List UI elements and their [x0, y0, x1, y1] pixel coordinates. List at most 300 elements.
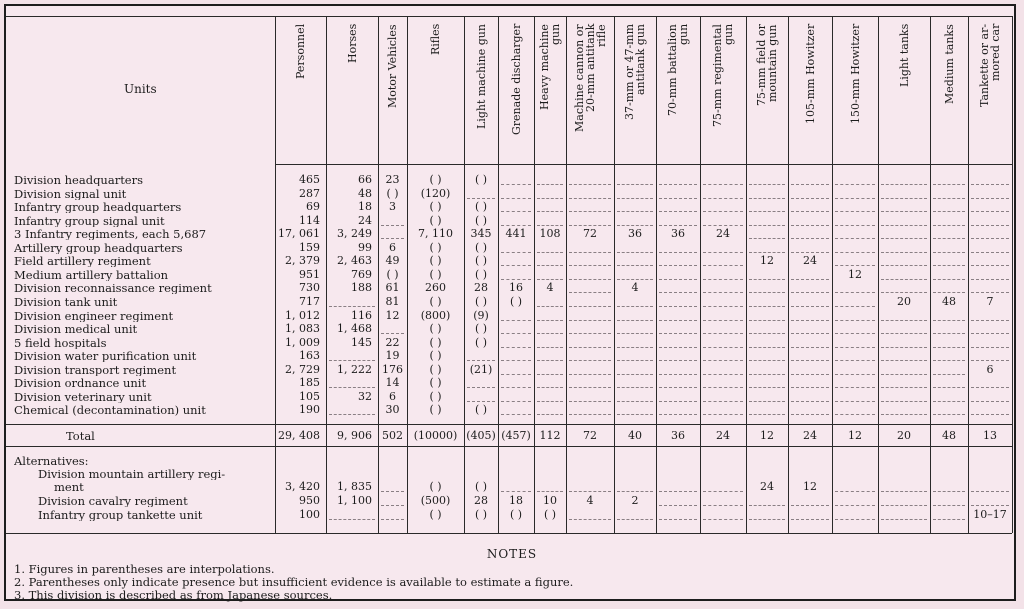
empty-cell — [703, 491, 743, 492]
empty-cell — [791, 184, 829, 185]
empty-cell — [659, 252, 697, 253]
empty-cell — [881, 519, 927, 520]
alt-cell-tankette: 10–17 — [973, 508, 1007, 521]
column-rule — [326, 16, 327, 533]
column-rule — [878, 16, 879, 533]
cell-tankette: 6 — [986, 362, 994, 376]
row-label: Division signal unit — [14, 187, 127, 200]
total-how150: 12 — [848, 429, 862, 442]
cell-motor: ( ) — [386, 267, 399, 281]
cell-personnel: 730 — [299, 281, 320, 295]
column-header-lmg: Light machine gun — [474, 24, 488, 129]
row-label: Division medical unit — [14, 323, 138, 336]
empty-cell — [933, 320, 965, 321]
empty-cell — [881, 225, 927, 226]
row-label: Chemical (decontamination) unit — [14, 404, 206, 417]
column-header-grenade: Grenade discharger — [509, 23, 523, 135]
empty-cell — [791, 374, 829, 375]
empty-cell — [617, 225, 653, 226]
cell-motor: 61 — [385, 281, 400, 295]
empty-cell — [971, 333, 1009, 334]
empty-cell — [881, 320, 927, 321]
empty-cell — [881, 374, 927, 375]
empty-cell — [881, 279, 927, 280]
empty-cell — [933, 238, 965, 239]
total-top-rule — [6, 424, 1012, 425]
total-reg75: 24 — [716, 429, 730, 442]
cell-rifles: ( ) — [429, 213, 442, 227]
empty-cell — [659, 184, 697, 185]
empty-cell — [703, 401, 743, 402]
alt-cell-rifles: ( ) — [429, 480, 442, 493]
empty-cell — [881, 414, 927, 415]
empty-cell — [835, 360, 875, 361]
empty-cell — [881, 505, 927, 506]
total-hmg: 112 — [539, 429, 561, 442]
empty-cell — [501, 360, 531, 361]
empty-cell — [467, 360, 495, 361]
empty-cell — [835, 491, 875, 492]
total-tankette: 13 — [983, 429, 997, 442]
empty-cell — [617, 360, 653, 361]
empty-cell — [835, 401, 875, 402]
empty-cell — [881, 238, 927, 239]
total-bottom-rule — [6, 446, 1012, 447]
row-label: Division headquarters — [14, 174, 144, 186]
cell-how105: 24 — [803, 254, 817, 268]
empty-cell — [703, 198, 743, 199]
cell-bn70: 36 — [671, 227, 685, 241]
empty-cell — [749, 184, 785, 185]
empty-cell — [381, 505, 404, 506]
units-header: Units — [124, 82, 157, 96]
empty-cell — [933, 225, 965, 226]
empty-cell — [881, 360, 927, 361]
empty-cell — [537, 491, 563, 492]
cell-personnel: 2, 379 — [285, 254, 320, 268]
empty-cell — [933, 333, 965, 334]
empty-cell — [569, 225, 611, 226]
empty-cell — [791, 519, 829, 520]
empty-cell — [881, 292, 927, 293]
empty-cell — [659, 374, 697, 375]
alt-cell-rifles: ( ) — [429, 508, 442, 521]
empty-cell — [659, 306, 697, 307]
cell-rifles: ( ) — [429, 254, 442, 268]
column-rule — [498, 16, 499, 533]
cell-lmg: ( ) — [474, 213, 488, 227]
total-field75: 12 — [760, 429, 774, 442]
empty-cell — [971, 414, 1009, 415]
alt-cell-at37: 2 — [631, 494, 639, 507]
cell-horses: 99 — [358, 240, 372, 254]
alt-cell-personnel: 100 — [299, 508, 320, 521]
alternative-row-label: Division cavalry regiment — [38, 495, 188, 507]
row-label: Artillery group headquarters — [14, 241, 183, 254]
empty-cell — [881, 252, 927, 253]
column-header-tankette: Tankette or ar- — [978, 23, 991, 107]
cell-grenade: 441 — [505, 227, 527, 241]
empty-cell — [617, 306, 653, 307]
empty-cell — [749, 292, 785, 293]
cell-mcannon: 72 — [583, 227, 597, 241]
empty-cell — [933, 211, 965, 212]
empty-cell — [381, 238, 404, 239]
empty-cell — [569, 387, 611, 388]
empty-cell — [659, 279, 697, 280]
empty-cell — [933, 347, 965, 348]
empty-cell — [329, 387, 375, 388]
empty-cell — [537, 360, 563, 361]
empty-cell — [381, 225, 404, 226]
cell-horses: 116 — [351, 308, 372, 322]
empty-cell — [501, 265, 531, 266]
empty-cell — [537, 225, 563, 226]
empty-cell — [381, 491, 404, 492]
total-bn70: 36 — [671, 429, 685, 442]
column-rule — [746, 16, 747, 533]
cell-lmg: ( ) — [474, 403, 488, 417]
cell-rifles: ( ) — [429, 349, 442, 363]
column-header-how105: 105-mm Howitzer — [803, 23, 817, 124]
empty-cell — [501, 279, 531, 280]
cell-horses: 66 — [358, 173, 372, 186]
cell-personnel: 114 — [299, 213, 320, 227]
empty-cell — [791, 292, 829, 293]
empty-cell — [791, 387, 829, 388]
empty-cell — [971, 225, 1009, 226]
column-header-mcannon: rifle — [594, 24, 608, 47]
column-header-mtank: Medium tanks — [942, 24, 956, 104]
empty-cell — [749, 505, 785, 506]
cell-personnel: 951 — [299, 267, 320, 281]
empty-cell — [703, 306, 743, 307]
empty-cell — [791, 360, 829, 361]
empty-cell — [933, 519, 965, 520]
empty-cell — [617, 347, 653, 348]
cell-personnel: 69 — [306, 200, 320, 214]
empty-cell — [617, 184, 653, 185]
empty-cell — [881, 184, 927, 185]
cell-field75: 12 — [760, 254, 774, 268]
column-header-field75: mountain gun — [766, 24, 779, 102]
empty-cell — [617, 265, 653, 266]
empty-cell — [933, 279, 965, 280]
cell-horses: 48 — [358, 186, 372, 200]
empty-cell — [703, 252, 743, 253]
cell-horses: 1, 222 — [337, 362, 372, 376]
empty-cell — [537, 306, 563, 307]
alt-cell-horses: 1, 100 — [337, 494, 372, 507]
empty-cell — [749, 374, 785, 375]
total-personnel: 29, 408 — [278, 429, 320, 442]
empty-cell — [791, 225, 829, 226]
column-header-bn70: gun — [677, 23, 690, 45]
alt-cell-mcannon: 4 — [586, 494, 594, 507]
empty-cell — [569, 347, 611, 348]
empty-cell — [971, 347, 1009, 348]
empty-cell — [659, 265, 697, 266]
cell-rifles: ( ) — [429, 376, 442, 390]
column-rule — [534, 16, 535, 533]
cell-motor: 30 — [385, 403, 400, 417]
row-label: Infantry group signal unit — [14, 214, 165, 227]
cell-personnel: 1, 009 — [285, 335, 320, 349]
empty-cell — [569, 265, 611, 266]
empty-cell — [537, 198, 563, 199]
row-label: Division water purification unit — [14, 350, 197, 363]
total-grenade: (457) — [501, 429, 531, 442]
cell-motor: 81 — [385, 294, 400, 308]
cell-horses: 32 — [358, 389, 372, 403]
empty-cell — [501, 491, 531, 492]
cell-personnel: 717 — [299, 294, 320, 308]
cell-personnel: 185 — [299, 376, 320, 390]
note-item: 3. This division is described as from Japanese sources. — [14, 588, 333, 602]
empty-cell — [881, 491, 927, 492]
row-label: Division tank unit — [14, 295, 118, 308]
empty-cell — [971, 211, 1009, 212]
cell-rifles: ( ) — [429, 335, 442, 349]
cell-personnel: 2, 729 — [285, 362, 320, 376]
empty-cell — [659, 414, 697, 415]
empty-cell — [703, 347, 743, 348]
alt-cell-personnel: 950 — [299, 494, 320, 507]
empty-cell — [537, 414, 563, 415]
column-rule — [1012, 16, 1013, 533]
column-header-at37: 37-mm or 47-mm — [623, 23, 636, 120]
empty-cell — [703, 505, 743, 506]
cell-personnel: 465 — [299, 173, 320, 186]
empty-cell — [791, 238, 829, 239]
empty-cell — [569, 198, 611, 199]
cell-rifles: ( ) — [429, 389, 442, 403]
empty-cell — [749, 306, 785, 307]
column-rule — [566, 16, 567, 533]
empty-cell — [569, 360, 611, 361]
empty-cell — [617, 279, 653, 280]
cell-lmg: (21) — [469, 362, 493, 376]
empty-cell — [569, 320, 611, 321]
cell-lmg: ( ) — [474, 240, 488, 254]
total-mtank: 48 — [942, 429, 956, 442]
empty-cell — [971, 198, 1009, 199]
cell-horses: 1, 468 — [337, 322, 372, 336]
empty-cell — [835, 225, 875, 226]
empty-cell — [659, 519, 697, 520]
cell-personnel: 287 — [299, 186, 320, 200]
cell-motor: 12 — [385, 308, 400, 322]
empty-cell — [749, 401, 785, 402]
empty-cell — [933, 252, 965, 253]
cell-how150: 12 — [848, 267, 862, 281]
cell-at37: 36 — [628, 227, 642, 241]
empty-cell — [569, 414, 611, 415]
empty-cell — [933, 374, 965, 375]
alt-cell-lmg: 28 — [474, 494, 488, 507]
note-item: 2. Parentheses only indicate presence but insufficient evidence is available to estimate a figure. — [14, 575, 574, 589]
column-rule — [700, 16, 701, 533]
empty-cell — [971, 320, 1009, 321]
empty-cell — [791, 252, 829, 253]
empty-cell — [501, 374, 531, 375]
empty-cell — [933, 414, 965, 415]
alt-cell-grenade: ( ) — [509, 508, 523, 521]
column-rule — [930, 16, 931, 533]
empty-cell — [749, 211, 785, 212]
empty-cell — [501, 320, 531, 321]
empty-cell — [659, 292, 697, 293]
column-header-horses: Horses — [345, 23, 359, 63]
empty-cell — [971, 505, 1009, 506]
empty-cell — [749, 238, 785, 239]
empty-cell — [569, 374, 611, 375]
row-label: Field artillery regiment — [14, 255, 151, 268]
empty-cell — [835, 211, 875, 212]
table-bottom-rule — [6, 533, 1012, 534]
note-item: 1. Figures in parentheses are interpolations. — [14, 562, 275, 576]
empty-cell — [329, 360, 375, 361]
empty-cell — [971, 279, 1009, 280]
total-motor: 502 — [382, 429, 403, 442]
cell-grenade: 16 — [509, 281, 523, 295]
empty-cell — [749, 279, 785, 280]
empty-cell — [569, 519, 611, 520]
cell-personnel: 1, 012 — [285, 308, 320, 322]
row-label: 5 field hospitals — [14, 336, 107, 349]
empty-cell — [933, 360, 965, 361]
empty-cell — [537, 265, 563, 266]
empty-cell — [749, 347, 785, 348]
cell-personnel: 159 — [299, 240, 320, 254]
empty-cell — [749, 519, 785, 520]
cell-personnel: 17, 061 — [278, 227, 320, 241]
alt-cell-how105: 12 — [803, 480, 817, 493]
cell-rifles: ( ) — [429, 200, 442, 214]
empty-cell — [933, 265, 965, 266]
empty-cell — [537, 347, 563, 348]
alt-cell-lmg: ( ) — [474, 480, 488, 493]
empty-cell — [501, 225, 531, 226]
column-header-tankette: mored car — [989, 23, 1002, 81]
cell-personnel: 163 — [299, 349, 320, 363]
cell-hmg: 108 — [539, 227, 561, 241]
empty-cell — [659, 360, 697, 361]
cell-grenade: ( ) — [509, 294, 523, 308]
empty-cell — [971, 265, 1009, 266]
empty-cell — [749, 414, 785, 415]
empty-cell — [329, 519, 375, 520]
empty-cell — [501, 198, 531, 199]
column-header-hmg: gun — [549, 23, 562, 45]
empty-cell — [703, 225, 743, 226]
total-lmg: (405) — [466, 429, 496, 442]
empty-cell — [835, 184, 875, 185]
column-header-motor: Motor Vehicles — [386, 24, 399, 108]
total-ltank: 20 — [897, 429, 911, 442]
empty-cell — [703, 374, 743, 375]
empty-cell — [749, 360, 785, 361]
alt-cell-personnel: 3, 420 — [285, 480, 320, 493]
empty-cell — [791, 320, 829, 321]
empty-cell — [703, 184, 743, 185]
empty-cell — [501, 401, 531, 402]
empty-cell — [569, 401, 611, 402]
empty-cell — [569, 279, 611, 280]
empty-cell — [881, 401, 927, 402]
alternative-row-label: ment — [54, 481, 84, 493]
empty-cell — [569, 292, 611, 293]
empty-cell — [749, 198, 785, 199]
empty-cell — [933, 491, 965, 492]
row-label: Medium artillery battalion — [14, 268, 169, 281]
column-rule — [275, 16, 276, 533]
alt-cell-lmg: ( ) — [474, 508, 488, 521]
column-header-mcannon: 20-mm antitank — [583, 23, 597, 112]
empty-cell — [835, 333, 875, 334]
empty-cell — [835, 414, 875, 415]
cell-horses: 188 — [351, 281, 372, 295]
cell-lmg: ( ) — [474, 322, 488, 336]
empty-cell — [659, 320, 697, 321]
empty-cell — [835, 238, 875, 239]
column-header-mcannon: Machine cannon or — [572, 24, 586, 132]
empty-cell — [881, 333, 927, 334]
empty-cell — [703, 292, 743, 293]
empty-cell — [537, 252, 563, 253]
cell-rifles: ( ) — [429, 173, 442, 186]
empty-cell — [537, 320, 563, 321]
row-label: Division reconnaissance regiment — [14, 282, 212, 295]
empty-cell — [659, 198, 697, 199]
empty-cell — [569, 211, 611, 212]
empty-cell — [617, 374, 653, 375]
cell-motor: 6 — [389, 389, 396, 403]
column-rule — [788, 16, 789, 533]
empty-cell — [703, 360, 743, 361]
empty-cell — [703, 320, 743, 321]
cell-rifles: (800) — [420, 308, 451, 322]
total-at37: 40 — [628, 429, 642, 442]
empty-cell — [501, 347, 531, 348]
empty-cell — [971, 184, 1009, 185]
cell-horses: 2, 463 — [337, 254, 372, 268]
empty-cell — [835, 374, 875, 375]
empty-cell — [617, 333, 653, 334]
total-how105: 24 — [803, 429, 817, 442]
cell-motor: 6 — [389, 240, 396, 254]
empty-cell — [791, 211, 829, 212]
empty-cell — [971, 292, 1009, 293]
row-label: Division engineer regiment — [14, 309, 174, 322]
cell-motor: 22 — [385, 335, 400, 349]
cell-mtank: 48 — [942, 294, 956, 308]
cell-motor: 23 — [385, 173, 400, 186]
cell-horses: 769 — [351, 267, 372, 281]
empty-cell — [835, 519, 875, 520]
empty-cell — [659, 333, 697, 334]
column-rule — [614, 16, 615, 533]
empty-cell — [501, 184, 531, 185]
empty-cell — [791, 347, 829, 348]
cell-horses: 3, 249 — [337, 227, 372, 241]
empty-cell — [617, 252, 653, 253]
header-bottom-rule — [275, 164, 1012, 165]
column-header-reg75: gun — [722, 23, 735, 45]
empty-cell — [881, 387, 927, 388]
empty-cell — [749, 320, 785, 321]
cell-lmg: ( ) — [474, 254, 488, 268]
